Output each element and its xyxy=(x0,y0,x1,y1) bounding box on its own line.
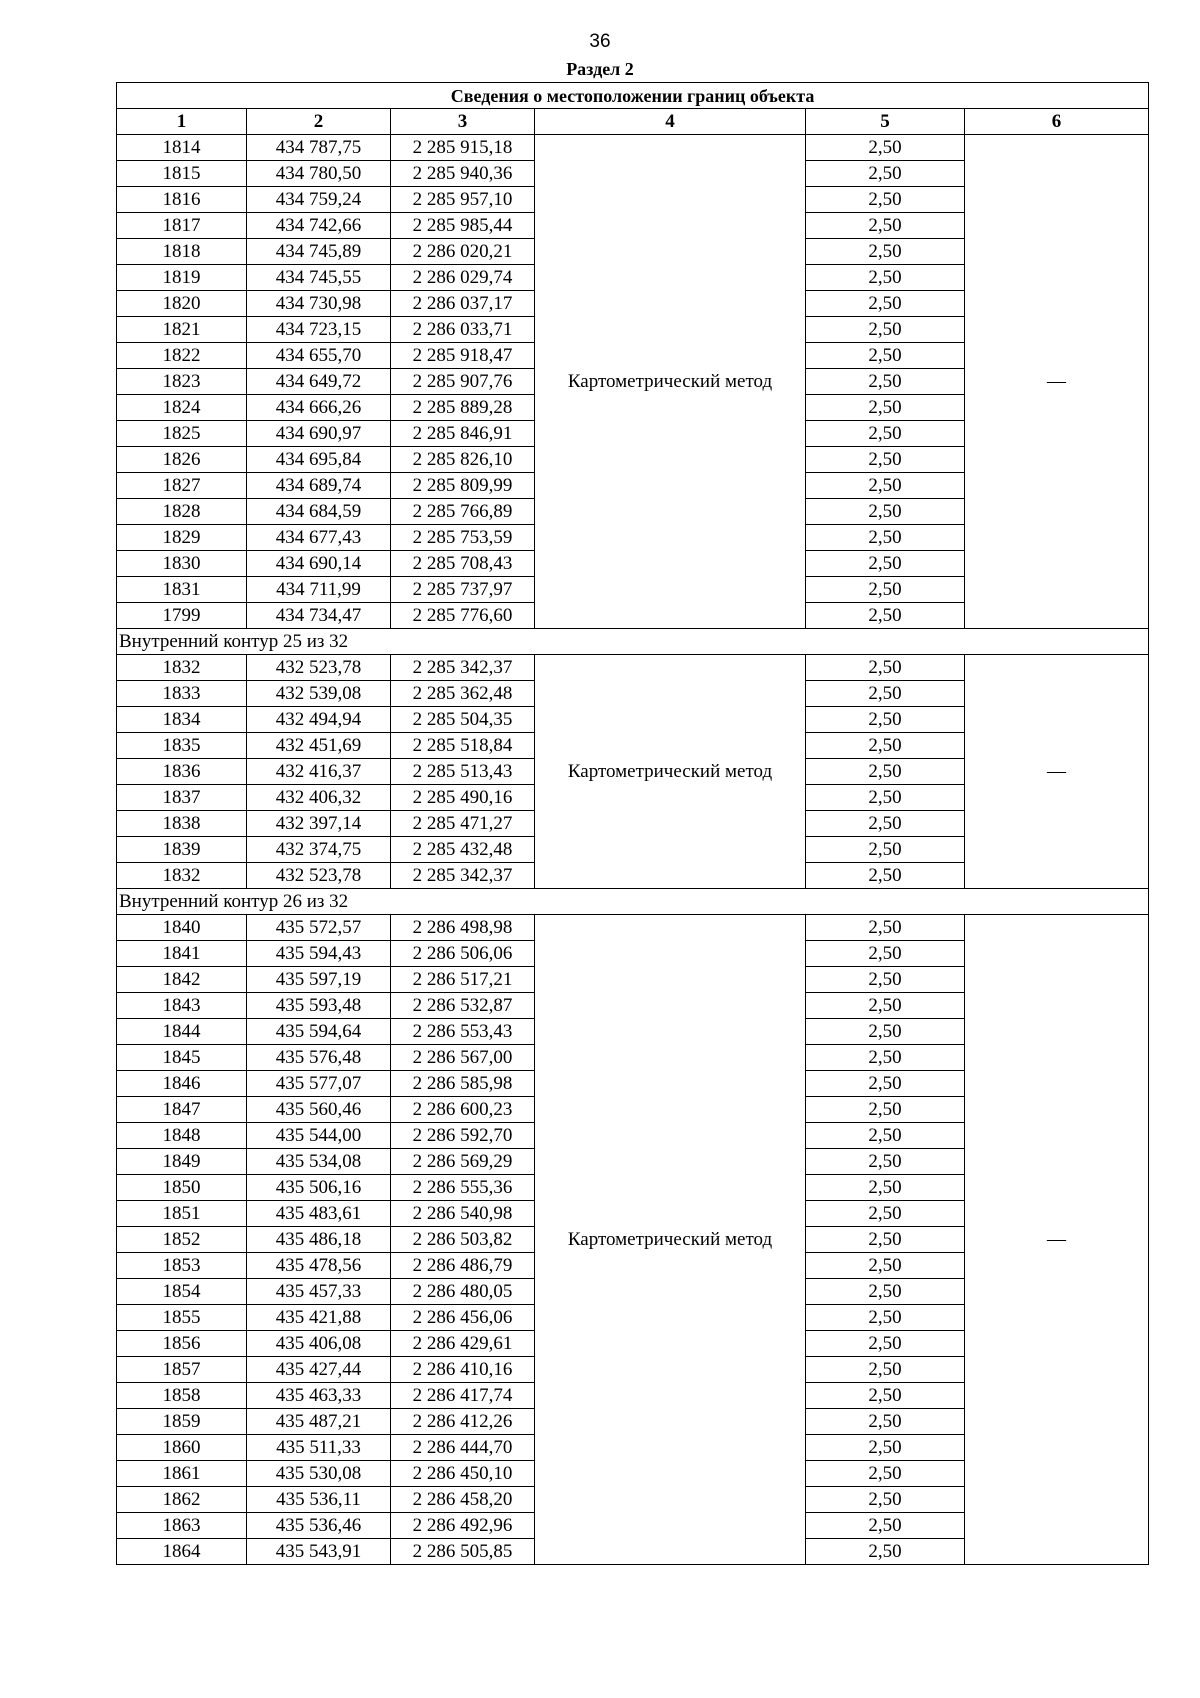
y-coordinate-cell: 2 286 410,16 xyxy=(391,1357,535,1383)
accuracy-cell: 2,50 xyxy=(806,993,965,1019)
accuracy-cell: 2,50 xyxy=(806,759,965,785)
accuracy-cell: 2,50 xyxy=(806,1019,965,1045)
accuracy-cell: 2,50 xyxy=(806,265,965,291)
y-coordinate-cell: 2 285 776,60 xyxy=(391,603,535,629)
point-number-cell: 1831 xyxy=(117,577,247,603)
y-coordinate-cell: 2 286 033,71 xyxy=(391,317,535,343)
y-coordinate-cell: 2 286 569,29 xyxy=(391,1149,535,1175)
accuracy-cell: 2,50 xyxy=(806,1123,965,1149)
point-number-cell: 1864 xyxy=(117,1539,247,1565)
x-coordinate-cell: 434 649,72 xyxy=(247,369,391,395)
x-coordinate-cell: 432 406,32 xyxy=(247,785,391,811)
boundary-table xyxy=(116,82,1149,1565)
x-coordinate-cell: 435 593,48 xyxy=(247,993,391,1019)
x-coordinate-cell: 435 457,33 xyxy=(247,1279,391,1305)
accuracy-cell: 2,50 xyxy=(806,187,965,213)
accuracy-cell: 2,50 xyxy=(806,707,965,733)
y-coordinate-cell: 2 285 766,89 xyxy=(391,499,535,525)
point-number-cell: 1858 xyxy=(117,1383,247,1409)
x-coordinate-cell: 434 730,98 xyxy=(247,291,391,317)
x-coordinate-cell: 435 536,11 xyxy=(247,1487,391,1513)
point-number-cell: 1855 xyxy=(117,1305,247,1331)
y-coordinate-cell: 2 285 846,91 xyxy=(391,421,535,447)
x-coordinate-cell: 435 534,08 xyxy=(247,1149,391,1175)
x-coordinate-cell: 434 666,26 xyxy=(247,395,391,421)
y-coordinate-cell: 2 285 889,28 xyxy=(391,395,535,421)
accuracy-cell: 2,50 xyxy=(806,551,965,577)
x-coordinate-cell: 434 745,89 xyxy=(247,239,391,265)
contour-row xyxy=(117,889,1149,915)
contour-row xyxy=(117,629,1149,655)
x-coordinate-cell: 435 594,43 xyxy=(247,941,391,967)
y-coordinate-cell: 2 285 342,37 xyxy=(391,655,535,681)
accuracy-cell: 2,50 xyxy=(806,915,965,941)
accuracy-cell: 2,50 xyxy=(806,473,965,499)
y-coordinate-cell: 2 285 918,47 xyxy=(391,343,535,369)
y-coordinate-cell: 2 286 417,74 xyxy=(391,1383,535,1409)
y-coordinate-cell: 2 286 412,26 xyxy=(391,1409,535,1435)
point-number-cell: 1820 xyxy=(117,291,247,317)
x-coordinate-cell: 434 689,74 xyxy=(247,473,391,499)
x-coordinate-cell: 434 677,43 xyxy=(247,525,391,551)
x-coordinate-cell: 432 451,69 xyxy=(247,733,391,759)
y-coordinate-cell: 2 285 362,48 xyxy=(391,681,535,707)
x-coordinate-cell: 435 572,57 xyxy=(247,915,391,941)
accuracy-cell: 2,50 xyxy=(806,1279,965,1305)
point-number-cell: 1844 xyxy=(117,1019,247,1045)
point-number-cell: 1847 xyxy=(117,1097,247,1123)
page-number: 36 xyxy=(589,31,611,52)
y-coordinate-cell: 2 285 342,37 xyxy=(391,863,535,889)
point-number-cell: 1849 xyxy=(117,1149,247,1175)
point-number-cell: 1854 xyxy=(117,1279,247,1305)
point-number-cell: 1827 xyxy=(117,473,247,499)
accuracy-cell: 2,50 xyxy=(806,369,965,395)
y-coordinate-cell: 2 285 504,35 xyxy=(391,707,535,733)
accuracy-cell: 2,50 xyxy=(806,577,965,603)
x-coordinate-cell: 435 421,88 xyxy=(247,1305,391,1331)
x-coordinate-cell: 435 406,08 xyxy=(247,1331,391,1357)
table-row xyxy=(117,915,1149,941)
method-cell: Картометрический метод xyxy=(535,915,806,1565)
accuracy-cell: 2,50 xyxy=(806,239,965,265)
y-coordinate-cell: 2 285 471,27 xyxy=(391,811,535,837)
x-coordinate-cell: 435 577,07 xyxy=(247,1071,391,1097)
point-number-cell: 1853 xyxy=(117,1253,247,1279)
point-number-cell: 1826 xyxy=(117,447,247,473)
y-coordinate-cell: 2 286 585,98 xyxy=(391,1071,535,1097)
y-coordinate-cell: 2 286 492,96 xyxy=(391,1513,535,1539)
y-coordinate-cell: 2 286 503,82 xyxy=(391,1227,535,1253)
table-row xyxy=(117,655,1149,681)
point-number-cell: 1840 xyxy=(117,915,247,941)
point-number-cell: 1861 xyxy=(117,1461,247,1487)
accuracy-cell: 2,50 xyxy=(806,1461,965,1487)
point-number-cell: 1821 xyxy=(117,317,247,343)
x-coordinate-cell: 434 711,99 xyxy=(247,577,391,603)
column-header: 6 xyxy=(965,109,1149,135)
accuracy-cell: 2,50 xyxy=(806,499,965,525)
method-cell: Картометрический метод xyxy=(535,655,806,889)
y-coordinate-cell: 2 285 753,59 xyxy=(391,525,535,551)
point-number-cell: 1815 xyxy=(117,161,247,187)
accuracy-cell: 2,50 xyxy=(806,1149,965,1175)
table-header-row xyxy=(117,109,1149,135)
x-coordinate-cell: 434 759,24 xyxy=(247,187,391,213)
accuracy-cell: 2,50 xyxy=(806,603,965,629)
y-coordinate-cell: 2 286 429,61 xyxy=(391,1331,535,1357)
x-coordinate-cell: 432 523,78 xyxy=(247,863,391,889)
accuracy-cell: 2,50 xyxy=(806,785,965,811)
x-coordinate-cell: 432 523,78 xyxy=(247,655,391,681)
point-number-cell: 1816 xyxy=(117,187,247,213)
y-coordinate-cell: 2 286 029,74 xyxy=(391,265,535,291)
accuracy-cell: 2,50 xyxy=(806,161,965,187)
y-coordinate-cell: 2 286 532,87 xyxy=(391,993,535,1019)
accuracy-cell: 2,50 xyxy=(806,343,965,369)
x-coordinate-cell: 435 427,44 xyxy=(247,1357,391,1383)
accuracy-cell: 2,50 xyxy=(806,291,965,317)
point-number-cell: 1833 xyxy=(117,681,247,707)
point-number-cell: 1843 xyxy=(117,993,247,1019)
x-coordinate-cell: 435 478,56 xyxy=(247,1253,391,1279)
y-coordinate-cell: 2 285 708,43 xyxy=(391,551,535,577)
point-number-cell: 1828 xyxy=(117,499,247,525)
y-coordinate-cell: 2 285 737,97 xyxy=(391,577,535,603)
point-number-cell: 1863 xyxy=(117,1513,247,1539)
y-coordinate-cell: 2 285 432,48 xyxy=(391,837,535,863)
column-header: 2 xyxy=(247,109,391,135)
y-coordinate-cell: 2 285 490,16 xyxy=(391,785,535,811)
y-coordinate-cell: 2 286 486,79 xyxy=(391,1253,535,1279)
y-coordinate-cell: 2 286 480,05 xyxy=(391,1279,535,1305)
point-number-cell: 1842 xyxy=(117,967,247,993)
accuracy-cell: 2,50 xyxy=(806,1357,965,1383)
x-coordinate-cell: 434 690,97 xyxy=(247,421,391,447)
point-number-cell: 1846 xyxy=(117,1071,247,1097)
accuracy-cell: 2,50 xyxy=(806,655,965,681)
x-coordinate-cell: 435 511,33 xyxy=(247,1435,391,1461)
column6-cell: — xyxy=(965,135,1149,629)
point-number-cell: 1823 xyxy=(117,369,247,395)
column-header: 1 xyxy=(117,109,247,135)
x-coordinate-cell: 434 780,50 xyxy=(247,161,391,187)
y-coordinate-cell: 2 286 498,98 xyxy=(391,915,535,941)
point-number-cell: 1851 xyxy=(117,1201,247,1227)
y-coordinate-cell: 2 286 540,98 xyxy=(391,1201,535,1227)
x-coordinate-cell: 434 745,55 xyxy=(247,265,391,291)
accuracy-cell: 2,50 xyxy=(806,135,965,161)
x-coordinate-cell: 435 560,46 xyxy=(247,1097,391,1123)
y-coordinate-cell: 2 286 458,20 xyxy=(391,1487,535,1513)
x-coordinate-cell: 435 544,00 xyxy=(247,1123,391,1149)
accuracy-cell: 2,50 xyxy=(806,1097,965,1123)
y-coordinate-cell: 2 285 809,99 xyxy=(391,473,535,499)
point-number-cell: 1814 xyxy=(117,135,247,161)
y-coordinate-cell: 2 286 450,10 xyxy=(391,1461,535,1487)
y-coordinate-cell: 2 286 553,43 xyxy=(391,1019,535,1045)
x-coordinate-cell: 435 506,16 xyxy=(247,1175,391,1201)
contour-label: Внутренний контур 26 из 32 xyxy=(117,889,1149,915)
accuracy-cell: 2,50 xyxy=(806,941,965,967)
point-number-cell: 1838 xyxy=(117,811,247,837)
boundary-table-body xyxy=(117,83,1149,1565)
x-coordinate-cell: 434 787,75 xyxy=(247,135,391,161)
accuracy-cell: 2,50 xyxy=(806,1331,965,1357)
accuracy-cell: 2,50 xyxy=(806,1409,965,1435)
y-coordinate-cell: 2 285 957,10 xyxy=(391,187,535,213)
accuracy-cell: 2,50 xyxy=(806,421,965,447)
point-number-cell: 1832 xyxy=(117,655,247,681)
x-coordinate-cell: 434 742,66 xyxy=(247,213,391,239)
x-coordinate-cell: 434 723,15 xyxy=(247,317,391,343)
section-title: Раздел 2 xyxy=(566,59,634,79)
point-number-cell: 1829 xyxy=(117,525,247,551)
contour-label: Внутренний контур 25 из 32 xyxy=(117,629,1149,655)
accuracy-cell: 2,50 xyxy=(806,1227,965,1253)
point-number-cell: 1852 xyxy=(117,1227,247,1253)
point-number-cell: 1836 xyxy=(117,759,247,785)
accuracy-cell: 2,50 xyxy=(806,395,965,421)
accuracy-cell: 2,50 xyxy=(806,967,965,993)
x-coordinate-cell: 432 539,08 xyxy=(247,681,391,707)
column6-cell: — xyxy=(965,655,1149,889)
accuracy-cell: 2,50 xyxy=(806,1305,965,1331)
x-coordinate-cell: 432 416,37 xyxy=(247,759,391,785)
y-coordinate-cell: 2 286 456,06 xyxy=(391,1305,535,1331)
table-caption-row xyxy=(117,83,1149,109)
x-coordinate-cell: 435 487,21 xyxy=(247,1409,391,1435)
x-coordinate-cell: 435 463,33 xyxy=(247,1383,391,1409)
accuracy-cell: 2,50 xyxy=(806,213,965,239)
accuracy-cell: 2,50 xyxy=(806,1435,965,1461)
x-coordinate-cell: 435 530,08 xyxy=(247,1461,391,1487)
point-number-cell: 1822 xyxy=(117,343,247,369)
y-coordinate-cell: 2 285 985,44 xyxy=(391,213,535,239)
x-coordinate-cell: 434 695,84 xyxy=(247,447,391,473)
accuracy-cell: 2,50 xyxy=(806,811,965,837)
point-number-cell: 1830 xyxy=(117,551,247,577)
point-number-cell: 1845 xyxy=(117,1045,247,1071)
column-header: 4 xyxy=(535,109,806,135)
y-coordinate-cell: 2 286 600,23 xyxy=(391,1097,535,1123)
accuracy-cell: 2,50 xyxy=(806,733,965,759)
point-number-cell: 1859 xyxy=(117,1409,247,1435)
x-coordinate-cell: 434 734,47 xyxy=(247,603,391,629)
x-coordinate-cell: 432 397,14 xyxy=(247,811,391,837)
point-number-cell: 1839 xyxy=(117,837,247,863)
point-number-cell: 1857 xyxy=(117,1357,247,1383)
y-coordinate-cell: 2 285 940,36 xyxy=(391,161,535,187)
x-coordinate-cell: 435 543,91 xyxy=(247,1539,391,1565)
point-number-cell: 1860 xyxy=(117,1435,247,1461)
x-coordinate-cell: 434 684,59 xyxy=(247,499,391,525)
point-number-cell: 1856 xyxy=(117,1331,247,1357)
x-coordinate-cell: 435 486,18 xyxy=(247,1227,391,1253)
x-coordinate-cell: 434 690,14 xyxy=(247,551,391,577)
accuracy-cell: 2,50 xyxy=(806,837,965,863)
y-coordinate-cell: 2 286 020,21 xyxy=(391,239,535,265)
x-coordinate-cell: 435 597,19 xyxy=(247,967,391,993)
point-number-cell: 1819 xyxy=(117,265,247,291)
point-number-cell: 1824 xyxy=(117,395,247,421)
y-coordinate-cell: 2 286 517,21 xyxy=(391,967,535,993)
x-coordinate-cell: 435 576,48 xyxy=(247,1045,391,1071)
point-number-cell: 1834 xyxy=(117,707,247,733)
y-coordinate-cell: 2 286 555,36 xyxy=(391,1175,535,1201)
accuracy-cell: 2,50 xyxy=(806,681,965,707)
point-number-cell: 1848 xyxy=(117,1123,247,1149)
column6-cell: — xyxy=(965,915,1149,1565)
y-coordinate-cell: 2 286 506,06 xyxy=(391,941,535,967)
accuracy-cell: 2,50 xyxy=(806,1539,965,1565)
accuracy-cell: 2,50 xyxy=(806,1253,965,1279)
accuracy-cell: 2,50 xyxy=(806,1175,965,1201)
y-coordinate-cell: 2 285 907,76 xyxy=(391,369,535,395)
y-coordinate-cell: 2 286 505,85 xyxy=(391,1539,535,1565)
x-coordinate-cell: 435 594,64 xyxy=(247,1019,391,1045)
y-coordinate-cell: 2 285 915,18 xyxy=(391,135,535,161)
y-coordinate-cell: 2 286 444,70 xyxy=(391,1435,535,1461)
point-number-cell: 1799 xyxy=(117,603,247,629)
accuracy-cell: 2,50 xyxy=(806,1487,965,1513)
accuracy-cell: 2,50 xyxy=(806,1383,965,1409)
x-coordinate-cell: 432 374,75 xyxy=(247,837,391,863)
x-coordinate-cell: 435 536,46 xyxy=(247,1513,391,1539)
y-coordinate-cell: 2 286 037,17 xyxy=(391,291,535,317)
x-coordinate-cell: 432 494,94 xyxy=(247,707,391,733)
point-number-cell: 1817 xyxy=(117,213,247,239)
column-header: 5 xyxy=(806,109,965,135)
point-number-cell: 1837 xyxy=(117,785,247,811)
accuracy-cell: 2,50 xyxy=(806,317,965,343)
table-caption: Сведения о местоположении границ объекта xyxy=(117,83,1149,109)
y-coordinate-cell: 2 285 826,10 xyxy=(391,447,535,473)
point-number-cell: 1825 xyxy=(117,421,247,447)
point-number-cell: 1818 xyxy=(117,239,247,265)
x-coordinate-cell: 435 483,61 xyxy=(247,1201,391,1227)
accuracy-cell: 2,50 xyxy=(806,1045,965,1071)
y-coordinate-cell: 2 285 518,84 xyxy=(391,733,535,759)
accuracy-cell: 2,50 xyxy=(806,1201,965,1227)
x-coordinate-cell: 434 655,70 xyxy=(247,343,391,369)
point-number-cell: 1841 xyxy=(117,941,247,967)
y-coordinate-cell: 2 286 592,70 xyxy=(391,1123,535,1149)
accuracy-cell: 2,50 xyxy=(806,1513,965,1539)
method-cell: Картометрический метод xyxy=(535,135,806,629)
point-number-cell: 1832 xyxy=(117,863,247,889)
point-number-cell: 1850 xyxy=(117,1175,247,1201)
table-row xyxy=(117,135,1149,161)
column-header: 3 xyxy=(391,109,535,135)
accuracy-cell: 2,50 xyxy=(806,525,965,551)
point-number-cell: 1862 xyxy=(117,1487,247,1513)
y-coordinate-cell: 2 286 567,00 xyxy=(391,1045,535,1071)
accuracy-cell: 2,50 xyxy=(806,1071,965,1097)
accuracy-cell: 2,50 xyxy=(806,447,965,473)
accuracy-cell: 2,50 xyxy=(806,863,965,889)
point-number-cell: 1835 xyxy=(117,733,247,759)
y-coordinate-cell: 2 285 513,43 xyxy=(391,759,535,785)
